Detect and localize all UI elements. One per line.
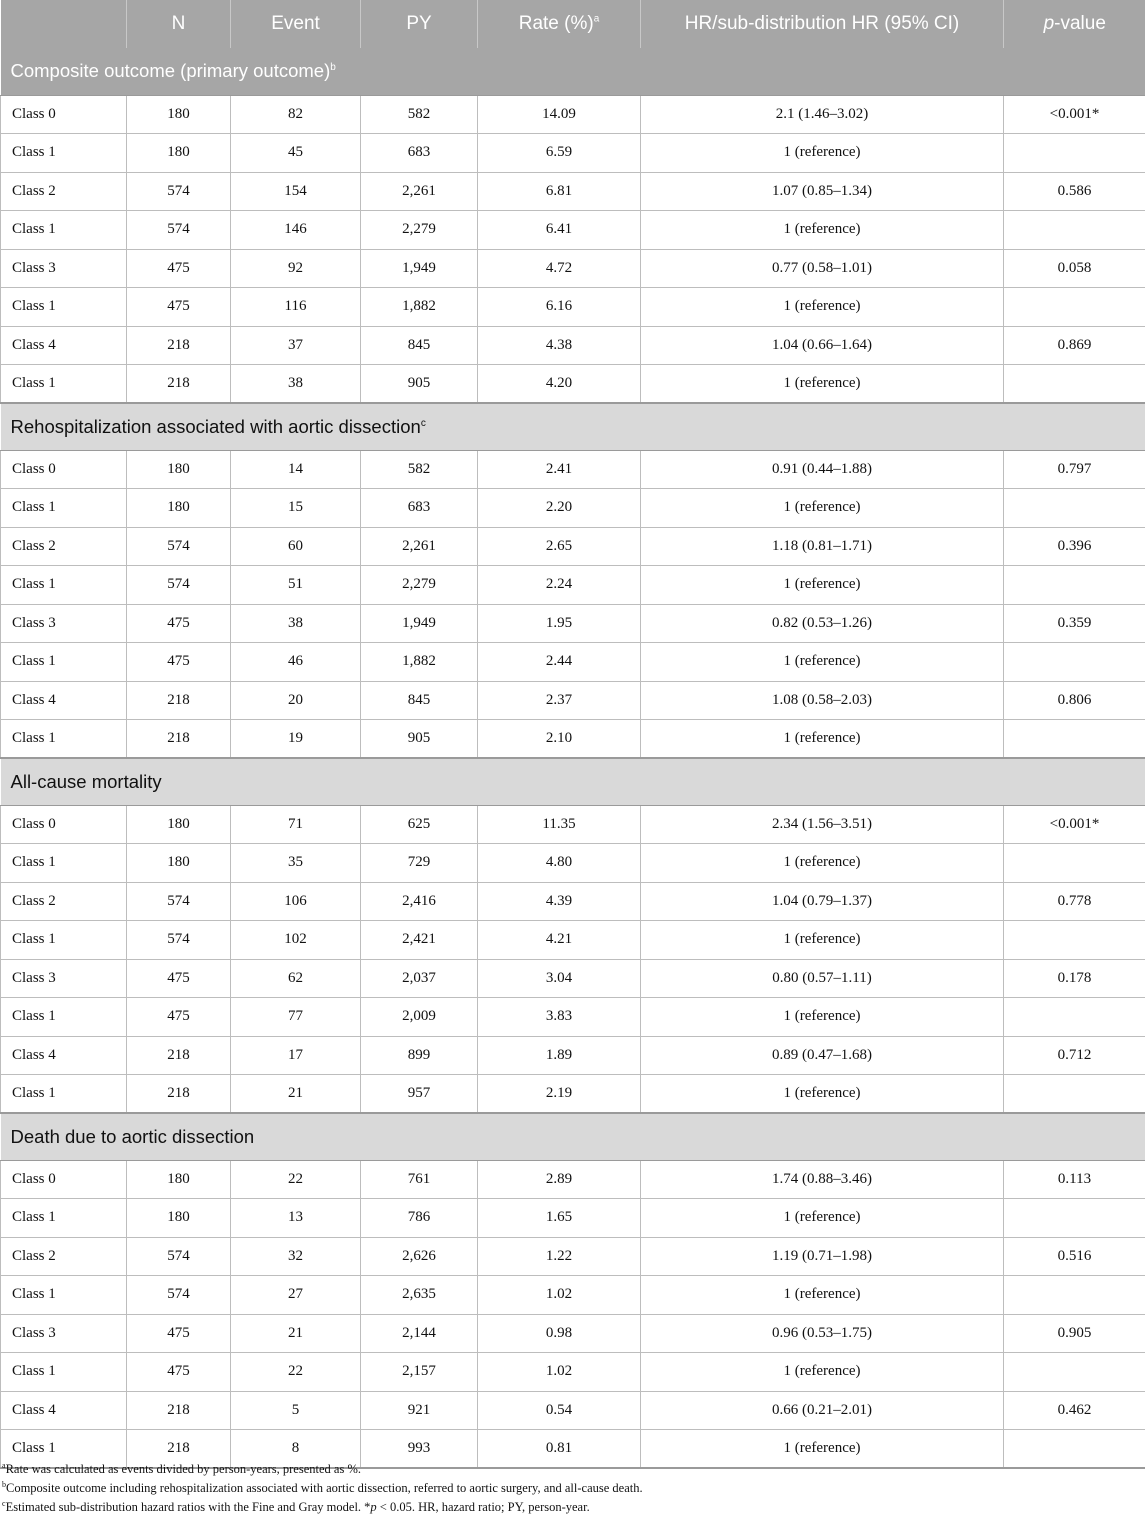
- cell-hr: 1 (reference): [641, 720, 1004, 759]
- cell-n: 574: [127, 172, 231, 211]
- row-label: Class 2: [1, 527, 127, 566]
- table-row: [1, 566, 1145, 605]
- header-rate-sup: a: [593, 13, 600, 25]
- section-title-text: Death due to aortic dissection: [10, 1125, 255, 1147]
- header-row-label: [1, 0, 127, 48]
- cell-event: 60: [231, 527, 361, 566]
- footnote-b-text: Composite outcome including rehospitalization associated with aortic dissection, referred to aortic surgery, and all-cause death.: [6, 1481, 643, 1495]
- cell-hr: 1.04 (0.66–1.64): [641, 326, 1004, 365]
- cell-event: 15: [231, 489, 361, 528]
- cell-n: 475: [127, 288, 231, 327]
- table-row: [1, 134, 1145, 173]
- cell-hr: 2.1 (1.46–3.02): [641, 95, 1004, 134]
- cell-rate: 1.89: [478, 1036, 641, 1075]
- footnote-c-text-before: Estimated sub-distribution hazard ratios with the Fine and Gray model. *: [5, 1500, 371, 1514]
- table-row: [1, 1075, 1145, 1114]
- table-row: [1, 211, 1145, 250]
- cell-event: 21: [231, 1314, 361, 1353]
- cell-py: 761: [361, 1160, 478, 1199]
- cell-n: 180: [127, 134, 231, 173]
- cell-py: 625: [361, 805, 478, 844]
- cell-hr: 1 (reference): [641, 643, 1004, 682]
- cell-event: 146: [231, 211, 361, 250]
- cell-n: 574: [127, 211, 231, 250]
- cell-py: 2,261: [361, 172, 478, 211]
- cell-n: 475: [127, 249, 231, 288]
- cell-rate: 2.10: [478, 720, 641, 759]
- footnote-a-text: Rate was calculated as events divided by person-years, presented as %.: [5, 1462, 361, 1476]
- cell-event: 22: [231, 1353, 361, 1392]
- cell-py: 2,144: [361, 1314, 478, 1353]
- table-row: [1, 805, 1145, 844]
- section-title-text: Composite outcome (primary outcome): [10, 60, 331, 82]
- cell-hr: 0.77 (0.58–1.01): [641, 249, 1004, 288]
- cell-p-value: [1004, 489, 1145, 528]
- cell-p-value: [1004, 1276, 1145, 1315]
- row-label: Class 1: [1, 1075, 127, 1114]
- cell-py: 2,279: [361, 211, 478, 250]
- cell-n: 475: [127, 643, 231, 682]
- cell-rate: 2.37: [478, 681, 641, 720]
- cell-rate: 1.02: [478, 1276, 641, 1315]
- cell-event: 38: [231, 365, 361, 404]
- table-body: [1, 48, 1145, 1468]
- row-label: Class 1: [1, 921, 127, 960]
- cell-hr: 1 (reference): [641, 134, 1004, 173]
- cell-rate: 2.44: [478, 643, 641, 682]
- cell-p-value: [1004, 566, 1145, 605]
- table-row: [1, 1391, 1145, 1430]
- table-row: [1, 1353, 1145, 1392]
- cell-hr: 1 (reference): [641, 1353, 1004, 1392]
- table-row: [1, 172, 1145, 211]
- header-rate-text: Rate (%): [518, 13, 594, 34]
- footnote-c-sup: c: [2, 1498, 6, 1508]
- table-row: [1, 681, 1145, 720]
- table-row: [1, 959, 1145, 998]
- row-label: Class 1: [1, 998, 127, 1037]
- section-title: [1, 48, 1145, 95]
- cell-event: 13: [231, 1199, 361, 1238]
- cell-event: 77: [231, 998, 361, 1037]
- cell-n: 218: [127, 1391, 231, 1430]
- cell-n: 218: [127, 326, 231, 365]
- header-py: PY: [361, 0, 478, 48]
- cell-event: 37: [231, 326, 361, 365]
- section-title-text: Rehospitalization associated with aortic dissection: [10, 415, 421, 437]
- cell-hr: 1 (reference): [641, 998, 1004, 1037]
- cell-n: 180: [127, 450, 231, 489]
- cell-n: 218: [127, 365, 231, 404]
- cell-py: 2,421: [361, 921, 478, 960]
- section-header: [1, 1113, 1145, 1160]
- header-event: Event: [231, 0, 361, 48]
- cell-event: 14: [231, 450, 361, 489]
- cell-event: 102: [231, 921, 361, 960]
- header-p-rest: -value: [1054, 13, 1106, 34]
- cell-event: 5: [231, 1391, 361, 1430]
- cell-hr: 1 (reference): [641, 288, 1004, 327]
- cell-rate: 6.59: [478, 134, 641, 173]
- table-row: [1, 288, 1145, 327]
- cell-hr: 1 (reference): [641, 365, 1004, 404]
- cell-n: 475: [127, 998, 231, 1037]
- cell-py: 2,279: [361, 566, 478, 605]
- cell-hr: 1 (reference): [641, 1199, 1004, 1238]
- cell-event: 51: [231, 566, 361, 605]
- cell-event: 71: [231, 805, 361, 844]
- cell-rate: 2.89: [478, 1160, 641, 1199]
- cell-event: 82: [231, 95, 361, 134]
- cell-py: 905: [361, 720, 478, 759]
- cell-event: 46: [231, 643, 361, 682]
- cell-rate: 3.04: [478, 959, 641, 998]
- section-title: [1, 403, 1145, 450]
- cell-py: 993: [361, 1430, 478, 1469]
- cell-rate: 1.02: [478, 1353, 641, 1392]
- row-label: Class 0: [1, 1160, 127, 1199]
- cell-p-value: 0.516: [1004, 1237, 1145, 1276]
- cell-p-value: <0.001*: [1004, 95, 1145, 134]
- row-label: Class 1: [1, 211, 127, 250]
- cell-p-value: 0.113: [1004, 1160, 1145, 1199]
- row-label: Class 1: [1, 365, 127, 404]
- cell-n: 475: [127, 959, 231, 998]
- cell-rate: 4.20: [478, 365, 641, 404]
- cell-rate: 1.95: [478, 604, 641, 643]
- cell-hr: 2.34 (1.56–3.51): [641, 805, 1004, 844]
- cell-p-value: 0.178: [1004, 959, 1145, 998]
- cell-py: 1,949: [361, 249, 478, 288]
- row-label: Class 1: [1, 1199, 127, 1238]
- row-label: Class 2: [1, 172, 127, 211]
- table-row: [1, 1036, 1145, 1075]
- table-row: [1, 1276, 1145, 1315]
- cell-p-value: 0.806: [1004, 681, 1145, 720]
- row-label: Class 1: [1, 566, 127, 605]
- table-row: [1, 882, 1145, 921]
- cell-py: 905: [361, 365, 478, 404]
- cell-rate: 4.80: [478, 844, 641, 883]
- cell-py: 2,157: [361, 1353, 478, 1392]
- cell-n: 180: [127, 95, 231, 134]
- cell-hr: 1.07 (0.85–1.34): [641, 172, 1004, 211]
- cell-p-value: 0.778: [1004, 882, 1145, 921]
- cell-event: 21: [231, 1075, 361, 1114]
- table-row: [1, 527, 1145, 566]
- cell-n: 475: [127, 1353, 231, 1392]
- cell-p-value: [1004, 1075, 1145, 1114]
- cell-n: 574: [127, 1276, 231, 1315]
- cell-rate: 4.39: [478, 882, 641, 921]
- row-label: Class 4: [1, 326, 127, 365]
- row-label: Class 1: [1, 1353, 127, 1392]
- table-row: [1, 326, 1145, 365]
- cell-p-value: 0.905: [1004, 1314, 1145, 1353]
- row-label: Class 4: [1, 1391, 127, 1430]
- row-label: Class 1: [1, 1430, 127, 1469]
- cell-py: 1,949: [361, 604, 478, 643]
- header-hr: HR/sub-distribution HR (95% CI): [641, 0, 1004, 48]
- cell-py: 786: [361, 1199, 478, 1238]
- table-row: [1, 643, 1145, 682]
- cell-n: 218: [127, 1075, 231, 1114]
- cell-p-value: 0.586: [1004, 172, 1145, 211]
- footnote-a: [0, 1460, 1145, 1479]
- cell-rate: 3.83: [478, 998, 641, 1037]
- cell-py: 845: [361, 681, 478, 720]
- row-label: Class 3: [1, 1314, 127, 1353]
- row-label: Class 1: [1, 1276, 127, 1315]
- table-row: [1, 604, 1145, 643]
- row-label: Class 0: [1, 95, 127, 134]
- cell-n: 574: [127, 527, 231, 566]
- cell-event: 35: [231, 844, 361, 883]
- cell-n: 475: [127, 604, 231, 643]
- cell-py: 845: [361, 326, 478, 365]
- cell-py: 2,261: [361, 527, 478, 566]
- cell-event: 27: [231, 1276, 361, 1315]
- footnote-c: [0, 1498, 1145, 1517]
- row-label: Class 1: [1, 643, 127, 682]
- header-p-value: [1004, 0, 1145, 48]
- row-label: Class 4: [1, 681, 127, 720]
- row-label: Class 2: [1, 1237, 127, 1276]
- cell-event: 19: [231, 720, 361, 759]
- cell-n: 218: [127, 720, 231, 759]
- cell-p-value: 0.359: [1004, 604, 1145, 643]
- cell-rate: 6.81: [478, 172, 641, 211]
- cell-hr: 1.18 (0.81–1.71): [641, 527, 1004, 566]
- table-row: [1, 1314, 1145, 1353]
- cell-py: 2,626: [361, 1237, 478, 1276]
- cell-hr: 1.19 (0.71–1.98): [641, 1237, 1004, 1276]
- footnote-b: [0, 1479, 1145, 1498]
- cell-py: 1,882: [361, 288, 478, 327]
- cell-event: 8: [231, 1430, 361, 1469]
- row-label: Class 0: [1, 450, 127, 489]
- cell-hr: 1 (reference): [641, 211, 1004, 250]
- table-row: [1, 998, 1145, 1037]
- table-row: [1, 365, 1145, 404]
- cell-p-value: 0.396: [1004, 527, 1145, 566]
- cell-event: 32: [231, 1237, 361, 1276]
- cell-py: 2,635: [361, 1276, 478, 1315]
- cell-p-value: 0.058: [1004, 249, 1145, 288]
- cell-py: 582: [361, 450, 478, 489]
- section-title-text: All-cause mortality: [10, 770, 162, 792]
- cell-rate: 6.41: [478, 211, 641, 250]
- row-label: Class 4: [1, 1036, 127, 1075]
- cell-rate: 1.65: [478, 1199, 641, 1238]
- cell-n: 218: [127, 1036, 231, 1075]
- cell-event: 106: [231, 882, 361, 921]
- cell-hr: 1 (reference): [641, 1430, 1004, 1469]
- cell-n: 574: [127, 882, 231, 921]
- cell-hr: 1 (reference): [641, 1276, 1004, 1315]
- section-header: [1, 403, 1145, 450]
- footnote-c-p: p: [370, 1500, 377, 1514]
- cell-n: 574: [127, 1237, 231, 1276]
- cell-py: 2,037: [361, 959, 478, 998]
- cell-hr: 1 (reference): [641, 1075, 1004, 1114]
- cell-n: 574: [127, 566, 231, 605]
- cell-rate: 0.54: [478, 1391, 641, 1430]
- cell-rate: 11.35: [478, 805, 641, 844]
- cell-rate: 2.19: [478, 1075, 641, 1114]
- cell-py: 683: [361, 134, 478, 173]
- cell-n: 180: [127, 1160, 231, 1199]
- cell-hr: 1 (reference): [641, 489, 1004, 528]
- cell-hr: 0.66 (0.21–2.01): [641, 1391, 1004, 1430]
- cell-rate: 2.20: [478, 489, 641, 528]
- section-title: [1, 758, 1145, 805]
- cell-hr: 1 (reference): [641, 844, 1004, 883]
- cell-event: 17: [231, 1036, 361, 1075]
- row-label: Class 3: [1, 249, 127, 288]
- row-label: Class 1: [1, 489, 127, 528]
- cell-hr: 0.80 (0.57–1.11): [641, 959, 1004, 998]
- section-header: [1, 758, 1145, 805]
- table-row: [1, 844, 1145, 883]
- header-rate: [478, 0, 641, 48]
- table-row: [1, 249, 1145, 288]
- cell-p-value: 0.797: [1004, 450, 1145, 489]
- cell-rate: 1.22: [478, 1237, 641, 1276]
- cell-event: 20: [231, 681, 361, 720]
- cell-p-value: 0.712: [1004, 1036, 1145, 1075]
- cell-n: 218: [127, 1430, 231, 1469]
- section-title-sup: c: [420, 417, 426, 429]
- cell-event: 38: [231, 604, 361, 643]
- header-n: N: [127, 0, 231, 48]
- footnote-c-text-after: < 0.05. HR, hazard ratio; PY, person-year.: [376, 1500, 590, 1514]
- cell-rate: 2.24: [478, 566, 641, 605]
- cell-p-value: [1004, 720, 1145, 759]
- cell-n: 180: [127, 805, 231, 844]
- cell-p-value: [1004, 211, 1145, 250]
- cell-hr: 1.08 (0.58–2.03): [641, 681, 1004, 720]
- footnote-a-sup: a: [2, 1460, 6, 1470]
- cell-p-value: [1004, 1199, 1145, 1238]
- row-label: Class 1: [1, 720, 127, 759]
- table-row: [1, 450, 1145, 489]
- table-row: [1, 921, 1145, 960]
- cell-py: 1,882: [361, 643, 478, 682]
- cell-rate: 4.72: [478, 249, 641, 288]
- cell-rate: 0.81: [478, 1430, 641, 1469]
- cell-event: 45: [231, 134, 361, 173]
- cell-p-value: [1004, 1353, 1145, 1392]
- header-p-italic: p: [1043, 13, 1055, 34]
- cell-p-value: 0.869: [1004, 326, 1145, 365]
- cell-n: 180: [127, 1199, 231, 1238]
- row-label: Class 3: [1, 959, 127, 998]
- row-label: Class 3: [1, 604, 127, 643]
- cell-hr: 1.74 (0.88–3.46): [641, 1160, 1004, 1199]
- cell-n: 574: [127, 921, 231, 960]
- cell-hr: 1 (reference): [641, 566, 1004, 605]
- row-label: Class 2: [1, 882, 127, 921]
- cell-py: 957: [361, 1075, 478, 1114]
- cell-hr: 0.96 (0.53–1.75): [641, 1314, 1004, 1353]
- cell-p-value: [1004, 643, 1145, 682]
- cell-rate: 4.21: [478, 921, 641, 960]
- cell-n: 180: [127, 489, 231, 528]
- cell-rate: 2.41: [478, 450, 641, 489]
- cell-n: 475: [127, 1314, 231, 1353]
- table-row: [1, 1237, 1145, 1276]
- cell-p-value: <0.001*: [1004, 805, 1145, 844]
- cell-hr: 1 (reference): [641, 921, 1004, 960]
- table-row: [1, 1160, 1145, 1199]
- cell-py: 683: [361, 489, 478, 528]
- row-label: Class 1: [1, 134, 127, 173]
- cell-rate: 2.65: [478, 527, 641, 566]
- cell-event: 116: [231, 288, 361, 327]
- table-header: [1, 0, 1145, 48]
- cell-hr: 0.89 (0.47–1.68): [641, 1036, 1004, 1075]
- row-label: Class 0: [1, 805, 127, 844]
- row-label: Class 1: [1, 288, 127, 327]
- table-row: [1, 720, 1145, 759]
- cell-rate: 6.16: [478, 288, 641, 327]
- section-title-sup: b: [330, 62, 336, 74]
- cell-p-value: 0.462: [1004, 1391, 1145, 1430]
- row-label: Class 1: [1, 844, 127, 883]
- cell-event: 92: [231, 249, 361, 288]
- table-row: [1, 489, 1145, 528]
- cell-p-value: [1004, 365, 1145, 404]
- footnote-b-sup: b: [2, 1479, 6, 1489]
- cell-p-value: [1004, 288, 1145, 327]
- cell-py: 899: [361, 1036, 478, 1075]
- cell-py: 582: [361, 95, 478, 134]
- cell-n: 218: [127, 681, 231, 720]
- cell-rate: 14.09: [478, 95, 641, 134]
- cell-p-value: [1004, 844, 1145, 883]
- cell-p-value: [1004, 998, 1145, 1037]
- cell-hr: 0.91 (0.44–1.88): [641, 450, 1004, 489]
- cell-py: 2,009: [361, 998, 478, 1037]
- cell-n: 180: [127, 844, 231, 883]
- cell-py: 921: [361, 1391, 478, 1430]
- cell-event: 62: [231, 959, 361, 998]
- cell-event: 154: [231, 172, 361, 211]
- cell-hr: 1.04 (0.79–1.37): [641, 882, 1004, 921]
- table-row: [1, 95, 1145, 134]
- cell-p-value: [1004, 921, 1145, 960]
- cell-hr: 0.82 (0.53–1.26): [641, 604, 1004, 643]
- table-footnotes: [0, 1460, 1145, 1517]
- section-header: [1, 48, 1145, 95]
- cell-p-value: [1004, 134, 1145, 173]
- cell-rate: 4.38: [478, 326, 641, 365]
- cell-rate: 0.98: [478, 1314, 641, 1353]
- section-title: [1, 1113, 1145, 1160]
- table-row: [1, 1199, 1145, 1238]
- cell-event: 22: [231, 1160, 361, 1199]
- cell-py: 2,416: [361, 882, 478, 921]
- cell-py: 729: [361, 844, 478, 883]
